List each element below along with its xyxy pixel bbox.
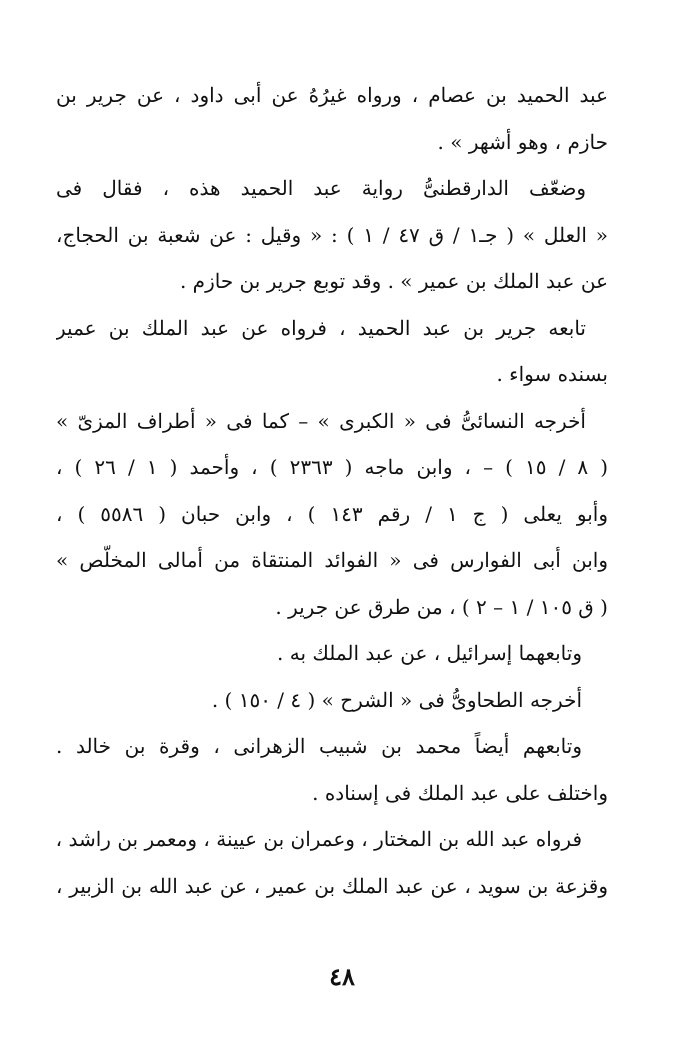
text-line-5: عن عبد الملك بن عمير » . وقد توبع جرير بن حازم . (179, 269, 608, 293)
text-line-8: أخرجه النسائىُّ فى « الكبرى » – كما فى « أطراف المزىّ » (56, 408, 586, 433)
text-line-2: حازم ، وهو أشهر » . (437, 129, 608, 154)
text-line-12: ( ق ١٠٥ / ١ – ٢ ) ، من طرق عن جرير . (275, 594, 608, 619)
body-text (56, 72, 608, 909)
text-line-15: وتابعهم أيضاً محمد بن شبيب الزهرانى ، وقرة بن خالد . (56, 734, 582, 758)
text-line-6: تابعه جرير بن عبد الحميد ، فرواه عن عبد الملك بن عمير (56, 315, 586, 340)
text-line-10: وأبو يعلى ( ج ١ / رقم ١٤٣ ) ، وابن حبان ( ٥٥٨٦ ) ، (56, 501, 608, 526)
text-line-9: ( ٨ / ١٥ ) – ، وابن ماجه ( ٢٣٦٣ ) ، وأحمد ( ١ / ٢٦ ) ، (56, 455, 608, 479)
text-line-13: وتابعهما إسرائيل ، عن عبد الملك به . (277, 641, 582, 665)
text-line-3: وضعّف الدارقطنىُّ رواية عبد الحميد هذه ، فقال فى (56, 176, 586, 200)
text-line-14: أخرجه الطحاوىُّ فى « الشرح » ( ٤ / ١٥٠ ) . (211, 687, 582, 712)
text-line-18: وقزعة بن سويد ، عن عبد الملك بن عمير ، عن عبد الله بن الزبير ، (56, 873, 608, 898)
text-line-16: واختلف على عبد الملك فى إسناده . (312, 780, 608, 805)
text-line-17: فرواه عبد الله بن المختار ، وعمران بن عيينة ، ومعمر بن راشد ، (56, 827, 582, 851)
page-number: ٤٨ (329, 962, 355, 991)
text-line-11: وابن أبى الفوارس فى « الفوائد المنتقاة من أمالى المخلّص » (56, 548, 608, 572)
text-line-1: عبد الحميد بن عصام ، ورواه غيرُهُ عن أبى داود ، عن جرير بن (56, 83, 608, 107)
text-line-7: بسنده سواء . (496, 362, 608, 386)
text-line-4: « العلل » ( جـ١ / ق ٤٧ / ١ ) : « وقيل : عن شعبة بن الحجاج، (56, 222, 608, 247)
